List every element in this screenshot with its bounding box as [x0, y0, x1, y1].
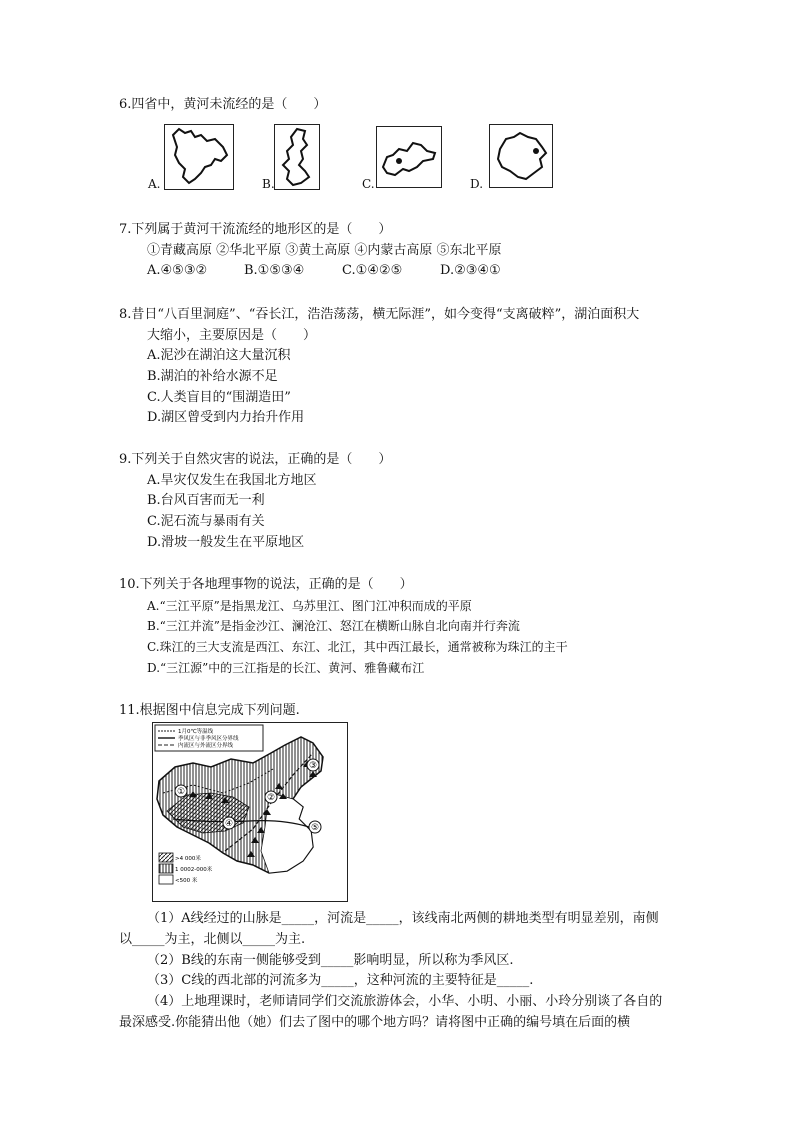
marker-3: ③ — [308, 761, 318, 771]
q9-option-a: A.旱灾仅发生在我国北方地区 — [147, 473, 317, 488]
shaanxi-map-image — [274, 124, 320, 190]
shandong-map-image — [376, 126, 442, 188]
q8-stem-line1: 8.昔日“八百里洞庭”、“吞长江，浩浩荡荡，横无际涯”，如今变得“支离破粹”，湖泊面积大 — [119, 307, 640, 322]
q6-option-a: A. — [148, 177, 161, 191]
china-map-figure — [152, 722, 348, 902]
q11-part4-line1: （4）上地理课时，老师请同学们交流旅游体会，小华、小明、小丽、小玲分别谈了各自的 — [147, 994, 663, 1009]
q9-option-d: D.滑坡一般发生在平原地区 — [147, 535, 305, 550]
q10-stem: 10.下列关于各地理事物的说法，正确的是（ ） — [119, 577, 413, 592]
q6-option-b: B. — [262, 177, 275, 191]
q11-part1-line2: 以_____为主，北侧以_____为主. — [119, 932, 306, 947]
q7-option-b: B.①⑤③④ — [244, 263, 305, 278]
marker-1: ① — [176, 787, 186, 797]
q8-stem-line2: 大缩小，主要原因是（ ） — [147, 328, 317, 343]
q8-option-a: A.泥沙在湖泊这大量沉积 — [147, 348, 291, 363]
heilongjiang-map-image — [164, 124, 234, 190]
q7-stem: 7.下列属于黄河干流流经的地形区的是（ ） — [119, 222, 392, 237]
q6-option-d: D. — [470, 177, 484, 191]
q10-option-d: D.“三江源”中的三江指是的长江、黄河、雅鲁藏布江 — [147, 661, 425, 675]
marker-4: ④ — [224, 819, 234, 829]
q6-stem: 6.四省中，黄河未流经的是（ ） — [119, 97, 327, 112]
q7-items: ①青藏高原 ②华北平原 ③黄土高原 ④内蒙古高原 ⑤东北平原 — [147, 243, 502, 258]
q11-part1-line1: （1）A线经过的山脉是_____，河流是_____，该线南北两侧的耕地类型有明显差别，南侧 — [147, 911, 659, 926]
q9-option-b: B.台风百害而无一利 — [147, 493, 265, 508]
q9-stem: 9.下列关于自然灾害的说法，正确的是（ ） — [119, 452, 392, 467]
legend-drainage-label: 内流区与外流区分界线 — [178, 743, 234, 749]
q11-part3: （3）C线的西北部的河流多为_____，这种河流的主要特征是_____. — [147, 973, 534, 988]
q7-option-a: A.④⑤③② — [147, 263, 208, 278]
marker-5: ⑤ — [310, 823, 320, 833]
legend-low-label: <500 米 — [175, 878, 198, 884]
q8-option-b: B.湖泊的补给水源不足 — [147, 369, 278, 384]
q11-part4-line2: 最深感受.你能猜出他（她）们去了图中的哪个地方吗？请将图中正确的编号填在后面的横 — [119, 1015, 631, 1030]
legend-monsoon-label: 季风区与非季风区分界线 — [178, 736, 239, 742]
q8-option-d: D.湖区曾受到内力抬升作用 — [147, 410, 305, 425]
legend-isotherm-label: 1月0℃等温线 — [178, 729, 214, 735]
q7-option-c: C.①④②⑤ — [342, 263, 403, 278]
q10-option-b: B.“三江并流”是指金沙江、澜沧江、怒江在横断山脉自北向南并行奔流 — [147, 619, 520, 633]
q9-option-c: C.泥石流与暴雨有关 — [147, 514, 265, 529]
q7-option-d: D.②③④① — [440, 263, 501, 278]
q11-part2: （2）B线的东南一侧能够受到_____影响明显，所以称为季风区. — [147, 953, 514, 968]
q6-option-c: C. — [362, 177, 375, 191]
q10-option-c: C.珠江的三大支流是西江、东江、北江，其中西江最长，通常被称为珠江的主干 — [147, 640, 568, 654]
marker-2: ② — [266, 793, 276, 803]
q10-option-a: A.“三江平原”是指黑龙江、乌苏里江、图门江冲积而成的平原 — [147, 599, 472, 613]
q8-option-c: C.人类盲目的“围湖造田” — [147, 390, 291, 405]
henan-map-image — [489, 124, 553, 188]
legend-high-label: >4 000米 — [175, 856, 201, 862]
legend-mid-label: 1 0002-000米 — [175, 867, 213, 873]
q11-stem: 11.根据图中信息完成下列问题. — [119, 703, 300, 718]
